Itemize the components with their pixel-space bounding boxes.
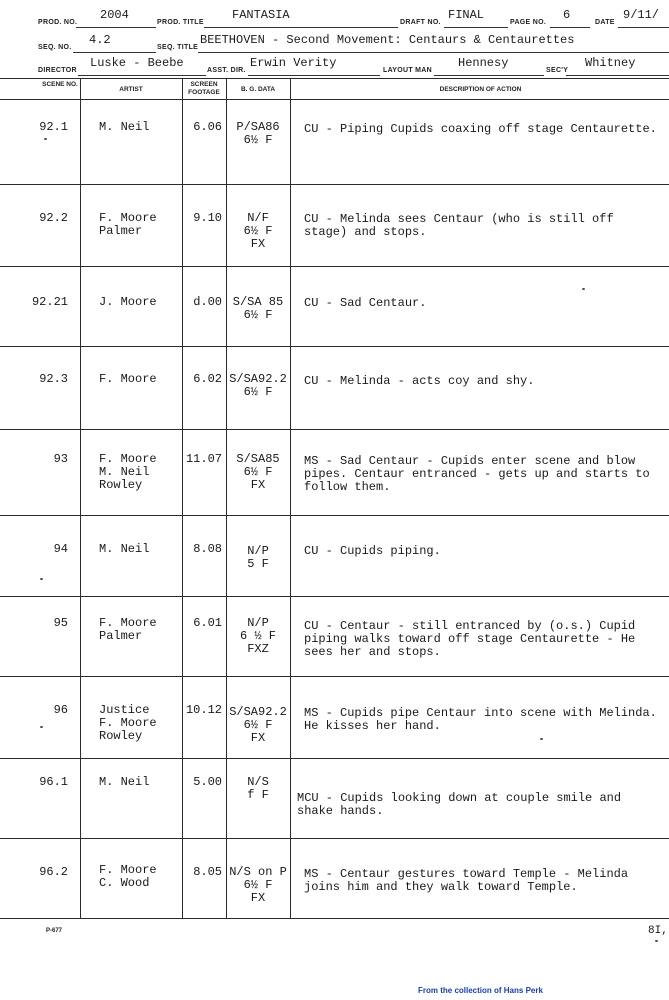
bg-data: S/SA92.2 6½ F FX bbox=[229, 705, 287, 745]
action-description: MS - Cupids pipe Centaur into scene with Melinda. He kisses her hand. bbox=[304, 706, 657, 733]
bg-data: N/F 6½ F FX bbox=[243, 211, 273, 251]
row-divider bbox=[0, 515, 669, 516]
seq-no-label: SEQ. NO. bbox=[38, 44, 72, 51]
director-value: Luske - Beebe bbox=[90, 56, 184, 70]
seq-no-value: 4.2 bbox=[89, 33, 111, 47]
action-description: MS - Centaur gestures toward Temple - Melinda joins him and they walk toward Temple. bbox=[304, 867, 629, 894]
asst-dir-label: ASST. DIR. bbox=[207, 67, 246, 74]
prod-title-value: FANTASIA bbox=[232, 8, 290, 22]
header-row-production bbox=[0, 8, 669, 30]
row-divider bbox=[0, 266, 669, 267]
column-header-rule bbox=[0, 99, 669, 100]
seq-title-value: BEETHOVEN - Second Movement: Centaurs & Centaurettes bbox=[200, 33, 575, 47]
artist-name: J. Moore bbox=[99, 295, 157, 309]
row-divider bbox=[0, 596, 669, 597]
column-header-artist: ARTIST bbox=[119, 86, 143, 93]
scene-number: 92.2 bbox=[39, 211, 68, 225]
scene-number: 94 bbox=[53, 542, 68, 556]
scan-speck bbox=[40, 726, 43, 728]
scene-number: 96.2 bbox=[39, 865, 68, 879]
date-label: DATE bbox=[595, 19, 615, 26]
layout-man-value: Hennesy bbox=[458, 56, 509, 70]
bg-data: S/SA 85 6½ F bbox=[232, 295, 284, 322]
action-description: MCU - Cupids looking down at couple smile and shake hands. bbox=[297, 791, 622, 818]
draft-no-label: DRAFT NO. bbox=[400, 19, 441, 26]
scene-number: 96.1 bbox=[39, 775, 68, 789]
layout-man-label: LAYOUT MAN bbox=[383, 67, 433, 74]
bg-data: S/SA85 6½ F FX bbox=[236, 452, 280, 492]
table-bottom-rule bbox=[0, 918, 669, 919]
action-description: CU - Centaur - still entranced by (o.s.) Cupid piping walks toward off stage Centaurette - He sees her and stops. bbox=[304, 619, 636, 659]
action-description: CU - Melinda sees Centaur (who is still off stage) and stops. bbox=[304, 212, 614, 239]
screen-footage: d.00 bbox=[193, 295, 222, 309]
artist-name: M. Neil bbox=[99, 542, 150, 556]
scene-number: 96 bbox=[53, 703, 68, 717]
column-divider bbox=[182, 78, 183, 918]
column-header-footage: SCREEN FOOTAGE bbox=[188, 81, 220, 96]
scan-speck bbox=[655, 940, 658, 942]
prod-no-value: 2004 bbox=[100, 8, 129, 22]
action-description: CU - Melinda - acts coy and shy. bbox=[304, 374, 535, 388]
scan-speck bbox=[40, 578, 43, 580]
scan-speck bbox=[582, 288, 585, 290]
bg-data: N/P 5 F bbox=[247, 544, 269, 571]
artist-name: F. Moore bbox=[99, 372, 157, 386]
row-divider bbox=[0, 758, 669, 759]
seq-title-label: SEQ. TITLE bbox=[157, 44, 199, 51]
artist-name: M. Neil bbox=[99, 775, 150, 789]
header-row-crew bbox=[0, 56, 669, 78]
action-description: CU - Sad Centaur. bbox=[304, 296, 427, 310]
scene-number: 92.21 bbox=[31, 295, 68, 309]
row-divider bbox=[0, 429, 669, 430]
column-divider bbox=[226, 78, 227, 918]
column-header-scene: SCENE NO. bbox=[42, 81, 78, 88]
row-divider bbox=[0, 838, 669, 839]
prod-no-label: PROD. NO. bbox=[38, 19, 78, 26]
artist-name: F. Moore Palmer bbox=[99, 616, 157, 643]
scene-number: 92.3 bbox=[39, 372, 68, 386]
artist-name: F. Moore C. Wood bbox=[99, 863, 157, 890]
secy-label: SEC'Y bbox=[546, 67, 569, 74]
table-top-rule bbox=[0, 78, 669, 79]
screen-footage: 8.08 bbox=[193, 542, 222, 556]
scan-speck bbox=[44, 138, 47, 140]
artist-name: F. Moore M. Neil Rowley bbox=[99, 452, 157, 492]
page-no-label: PAGE NO. bbox=[510, 19, 547, 26]
bg-data: S/SA92.2 6½ F bbox=[229, 372, 287, 399]
screen-footage: 6.02 bbox=[193, 372, 222, 386]
artist-name: Justice F. Moore Rowley bbox=[99, 703, 157, 743]
bg-data: N/S f F bbox=[247, 775, 269, 802]
action-description: MS - Sad Centaur - Cupids enter scene and blow pipes. Centaur entranced - gets up and starts to follow them. bbox=[304, 454, 650, 494]
screen-footage: 11.07 bbox=[185, 452, 222, 466]
corner-mark: 8I, bbox=[648, 925, 668, 937]
artist-name: F. Moore Palmer bbox=[99, 211, 157, 238]
bg-data: P/SA86 6½ F bbox=[236, 120, 280, 147]
screen-footage: 8.05 bbox=[193, 865, 222, 879]
row-divider bbox=[0, 184, 669, 185]
screen-footage: 5.00 bbox=[193, 775, 222, 789]
column-header-bg-data: B. G. DATA bbox=[240, 86, 276, 93]
scene-number: 95 bbox=[53, 616, 68, 630]
collection-credit: From the collection of Hans Perk bbox=[418, 986, 543, 995]
scene-number: 92.1 bbox=[39, 120, 68, 134]
artist-name: M. Neil bbox=[99, 120, 150, 134]
secy-value: Whitney bbox=[585, 56, 636, 70]
scan-speck bbox=[540, 738, 543, 740]
column-divider bbox=[80, 78, 81, 918]
column-header-description: DESCRIPTION OF ACTION bbox=[439, 86, 522, 93]
date-value: 9/11/ bbox=[623, 8, 660, 22]
draft-no-value: FINAL bbox=[448, 8, 485, 22]
screen-footage: 6.01 bbox=[193, 616, 222, 630]
bg-data: N/S on P 6½ F FX bbox=[229, 865, 287, 905]
screen-footage: 10.12 bbox=[185, 703, 222, 717]
bg-data: N/P 6 ½ F FXZ bbox=[239, 616, 276, 656]
scene-number: 93 bbox=[53, 452, 68, 466]
action-description: CU - Cupids piping. bbox=[304, 544, 441, 558]
header-row-sequence bbox=[0, 33, 669, 55]
action-description: CU - Piping Cupids coaxing off stage Centaurette. bbox=[304, 122, 657, 136]
director-label: DIRECTOR bbox=[38, 67, 77, 74]
page-no-value: 6 bbox=[563, 8, 571, 22]
screen-footage: 9.10 bbox=[193, 211, 222, 225]
row-divider bbox=[0, 676, 669, 677]
prod-title-label: PROD. TITLE bbox=[157, 19, 204, 26]
form-number: P-677 bbox=[46, 928, 63, 934]
screen-footage: 6.06 bbox=[193, 120, 222, 134]
column-divider bbox=[290, 78, 291, 918]
asst-dir-value: Erwin Verity bbox=[250, 56, 337, 70]
row-divider bbox=[0, 346, 669, 347]
